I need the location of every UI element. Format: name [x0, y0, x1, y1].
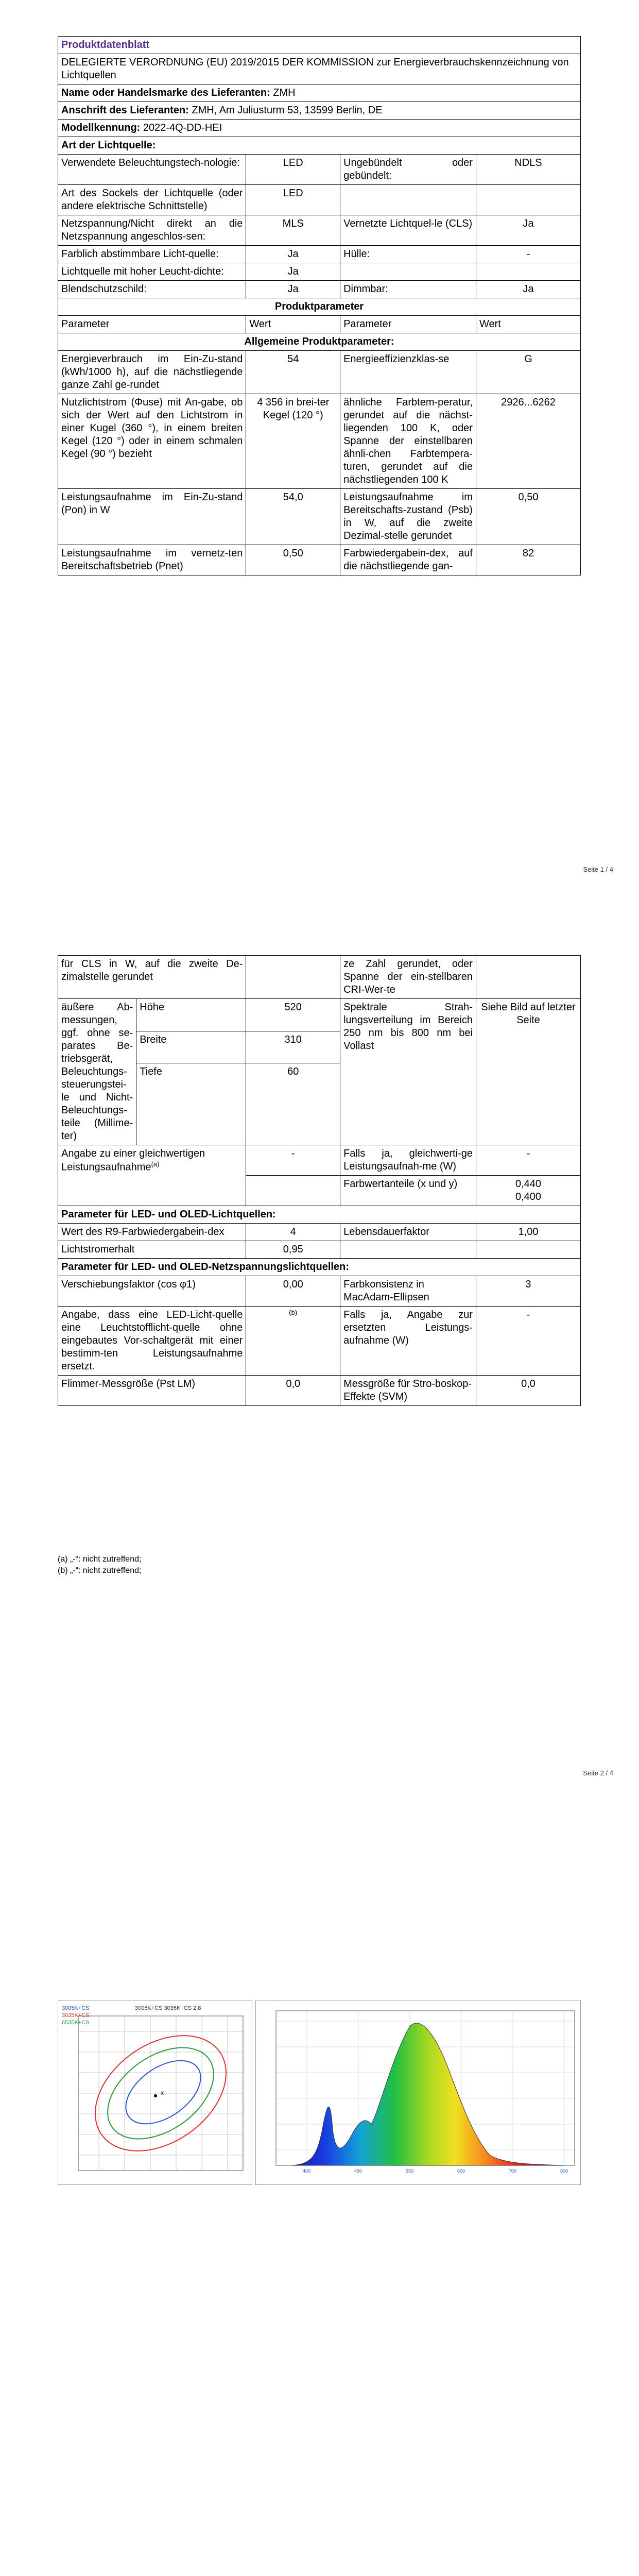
- product-datasheet-table: [58, 36, 581, 575]
- cell: -: [476, 1145, 580, 1176]
- cell: Wert des R9-Farbwiedergabein-dex: [58, 1224, 246, 1241]
- footnote-a: (a) „-“: nicht zutreffend;: [58, 1555, 142, 1564]
- table-row: [58, 351, 581, 394]
- page-2: [0, 904, 639, 1807]
- light-type-heading: Art der Lichtquelle:: [58, 137, 581, 155]
- cell: Hülle:: [340, 246, 476, 263]
- product-datasheet-table-continued: [58, 955, 581, 1406]
- cell: Lichtquelle mit hoher Leucht-dichte:: [58, 263, 246, 281]
- cie-title: 3005K+CS 3035K+CS 2.8: [135, 2005, 201, 2011]
- cell: [476, 1241, 580, 1259]
- dimension-key: Tiefe: [136, 1063, 246, 1145]
- cell: Energieverbrauch im Ein-Zu-stand (kWh/1000 h), auf die nächstliegende ganze Zahl ge-rundet: [58, 351, 246, 394]
- column-header: Parameter: [58, 316, 246, 333]
- dimension-key: Breite: [136, 1031, 246, 1063]
- cell: 0,00: [246, 1276, 340, 1307]
- spectral-distribution-chart: [255, 2001, 581, 2185]
- table-row: [58, 394, 581, 489]
- cell: Verschiebungsfaktor (cos φ1): [58, 1276, 246, 1307]
- cie-legend-2: 3035K+CS: [62, 2012, 90, 2019]
- cell: 0,0: [246, 1376, 340, 1406]
- document-title: Produktdatenblatt: [58, 37, 581, 54]
- cell: Ja: [246, 281, 340, 298]
- model-id: 2022-4Q-DD-HEI: [143, 122, 222, 133]
- footnote-marker: (a): [151, 1160, 160, 1168]
- cell: Art des Sockels der Lichtquelle (oder andere elektrische Schnittstelle): [58, 185, 246, 215]
- cell: [340, 1241, 476, 1259]
- cell: Falls ja, gleichwerti-ge Leistungsaufnah-me (W): [340, 1145, 476, 1176]
- cell: 2926...6262: [476, 394, 580, 489]
- cie-legend-1: 3005K+CS: [62, 2005, 90, 2011]
- cell: Angabe, dass eine LED-Licht-quelle eine Leuchtstofflicht-quelle ohne eingebautes Vor-schaltgerät mit einer bestimm-ten Leistungsaufnahme ersetzt.: [58, 1307, 246, 1376]
- table-row: [58, 263, 581, 281]
- svg-text:700: 700: [509, 2168, 517, 2174]
- cell: Farbwiedergabein-dex, auf die nächstliegende gan-: [340, 545, 476, 575]
- cell: [340, 185, 476, 215]
- svg-text:550: 550: [406, 2168, 414, 2174]
- supplier-address: ZMH, Am Juliusturm 53, 13599 Berlin, DE: [192, 105, 383, 116]
- model-row: [58, 120, 581, 137]
- spectral-label: Spektrale Strah-lungsverteilung im Bereich 250 nm bis 800 nm bei Vollast: [340, 999, 476, 1145]
- cell: Leistungsaufnahme im Bereitschafts-zustand (Psb) in W, auf die zweite Dezimal-stelle gerundet: [340, 489, 476, 545]
- cell: Ungebündelt oder gebündelt:: [340, 155, 476, 185]
- cell: Blendschutzschild:: [58, 281, 246, 298]
- dimensions-label: äußere Ab-messungen, ggf. ohne se-parates Be-triebsgerät, Beleuchtungs-steuerungstei-le und Nicht-Beleuchtungs-teile (Millime-ter): [58, 999, 136, 1145]
- cell: Falls ja, Angabe zur ersetzten Leistungs-aufnahme (W): [340, 1307, 476, 1376]
- table-row: [58, 185, 581, 215]
- cell: Netzspannung/Nicht direkt an die Netzspannung angeschlos-sen:: [58, 215, 246, 246]
- svg-text:800: 800: [560, 2168, 568, 2174]
- table-row: [58, 1307, 581, 1376]
- cell: 54,0: [246, 489, 340, 545]
- cell: Dimmbar:: [340, 281, 476, 298]
- cell: [476, 185, 580, 215]
- cell: Leistungsaufnahme im vernetz-ten Bereitschaftsbetrieb (Pnet): [58, 545, 246, 575]
- cell: ähnliche Farbtem-peratur, gerundet auf die nächst-liegenden 100 K, oder Spanne der einstellbaren ähnli-chen Farbtempera-turen, gerundet auf die nächstliegenden 100 K: [340, 394, 476, 489]
- supplier-name-row: [58, 84, 581, 102]
- cell: -: [246, 1145, 340, 1176]
- cell: 0,50: [476, 489, 580, 545]
- cell: 82: [476, 545, 580, 575]
- cell: Ja: [476, 281, 580, 298]
- mls-section-heading: Parameter für LED- und OLED-Netzspannungslichtquellen:: [58, 1259, 581, 1276]
- cell: Lichtstromerhalt: [58, 1241, 246, 1259]
- cell: -: [476, 1307, 580, 1376]
- column-header: Wert: [246, 316, 340, 333]
- dimension-key: Höhe: [136, 999, 246, 1031]
- cell: Farbkonsistenz in MacAdam-Ellipsen: [340, 1276, 476, 1307]
- cell: Vernetzte Lichtquel-le (CLS): [340, 215, 476, 246]
- table-header-row: [58, 316, 581, 333]
- supplier-name: ZMH: [273, 87, 296, 98]
- cell: Farblich abstimmbare Licht-quelle:: [58, 246, 246, 263]
- cell: 0,50: [246, 545, 340, 575]
- cell: Farbwertanteile (x und y): [340, 1176, 476, 1206]
- chromaticity-y: 0,400: [515, 1191, 542, 1202]
- cell: NDLS: [476, 155, 580, 185]
- cell: [246, 1307, 340, 1376]
- column-header: Parameter: [340, 316, 476, 333]
- supplier-address-label: Anschrift des Lieferanten:: [61, 105, 189, 116]
- table-row: [58, 489, 581, 545]
- cell: MLS: [246, 215, 340, 246]
- cell: 3: [476, 1276, 580, 1307]
- cell: ze Zahl gerundet, oder Spanne der ein-stellbaren CRI-Wer-te: [340, 956, 476, 999]
- cell: Ja: [246, 263, 340, 281]
- cell: [246, 1176, 340, 1206]
- table-row: [58, 1276, 581, 1307]
- cell: [476, 956, 580, 999]
- cie-legend-3: 6535K+CS: [62, 2020, 90, 2026]
- supplier-address-row: [58, 102, 581, 120]
- equivalent-power-label: [58, 1145, 246, 1206]
- cell: Leistungsaufnahme im Ein-Zu-stand (Pon) in W: [58, 489, 246, 545]
- cell: 4: [246, 1224, 340, 1241]
- table-row: [58, 999, 581, 1031]
- cell: [476, 1176, 580, 1206]
- table-row: [58, 281, 581, 298]
- cell: 1,00: [476, 1224, 580, 1241]
- product-parameters-heading: Produktparameter: [58, 298, 581, 316]
- table-row: [58, 1145, 581, 1176]
- cell: Ja: [476, 215, 580, 246]
- cell: G: [476, 351, 580, 394]
- svg-text:600: 600: [457, 2168, 465, 2174]
- table-row: [58, 1241, 581, 1259]
- page-1: [0, 0, 639, 904]
- led-section-heading: Parameter für LED- und OLED-Lichtquellen:: [58, 1206, 581, 1224]
- cell: 54: [246, 351, 340, 394]
- cell: Nutzlichtstrom (Φuse) mit An-gabe, ob sich der Wert auf den Lichtstrom in einer Kugel (360 °), in einem breiten Kegel (120 °) oder in einem schmalen Kegel (90 °) bezieht: [58, 394, 246, 489]
- svg-text:400: 400: [303, 2168, 311, 2174]
- table-row: [58, 1224, 581, 1241]
- cell: Verwendete Beleuchtungstech-nologie:: [58, 155, 246, 185]
- table-row: [58, 215, 581, 246]
- svg-text:450: 450: [354, 2168, 362, 2174]
- cell: 0,0: [476, 1376, 580, 1406]
- page-3: [0, 1807, 639, 2576]
- svg-text:x: x: [161, 2089, 164, 2096]
- table-row: [58, 1376, 581, 1406]
- general-parameters-heading: Allgemeine Produktparameter:: [58, 333, 581, 351]
- column-header: Wert: [476, 316, 580, 333]
- table-row: [58, 956, 581, 999]
- cie-chromaticity-diagram: [58, 2001, 252, 2185]
- cell: [246, 956, 340, 999]
- cell: [340, 263, 476, 281]
- cell: Flimmer-Messgröße (Pst LM): [58, 1376, 246, 1406]
- dimension-value: 310: [246, 1031, 340, 1063]
- supplier-name-label: Name oder Handelsmarke des Lieferanten:: [61, 87, 270, 98]
- cell: für CLS in W, auf die zweite De-zimalstelle gerundet: [58, 956, 246, 999]
- page-number: Seite 2 / 4: [583, 1769, 613, 1777]
- cell: Ja: [246, 246, 340, 263]
- equivalent-power-text: Angabe zu einer gleichwertigen Leistungsaufnahme: [61, 1148, 205, 1173]
- footnote-marker: (b): [289, 1309, 298, 1316]
- cell: Messgröße für Stro-boskop-Effekte (SVM): [340, 1376, 476, 1406]
- cell: LED: [246, 185, 340, 215]
- cell: 4 356 in brei-ter Kegel (120 °): [246, 394, 340, 489]
- table-row: [58, 155, 581, 185]
- footnote-b: (b) „-“: nicht zutreffend;: [58, 1566, 142, 1575]
- table-row: [58, 246, 581, 263]
- chromaticity-x: 0,440: [515, 1178, 542, 1190]
- dimension-value: 60: [246, 1063, 340, 1145]
- cell: Lebensdauerfaktor: [340, 1224, 476, 1241]
- model-label: Modellkennung:: [61, 122, 141, 133]
- cell: -: [476, 246, 580, 263]
- footnotes: [58, 1554, 141, 1577]
- table-row: [58, 545, 581, 575]
- spectral-value: Siehe Bild auf letzter Seite: [476, 999, 580, 1145]
- regulation-text: DELEGIERTE VERORDNUNG (EU) 2019/2015 DER KOMMISSION zur Energieverbrauchskennzeichnung von Lichtquellen: [58, 54, 581, 84]
- cell: [476, 263, 580, 281]
- cell: LED: [246, 155, 340, 185]
- page-number: Seite 1 / 4: [583, 866, 613, 873]
- cell: 0,95: [246, 1241, 340, 1259]
- dimension-value: 520: [246, 999, 340, 1031]
- cell: Energieeffizienzklas-se: [340, 351, 476, 394]
